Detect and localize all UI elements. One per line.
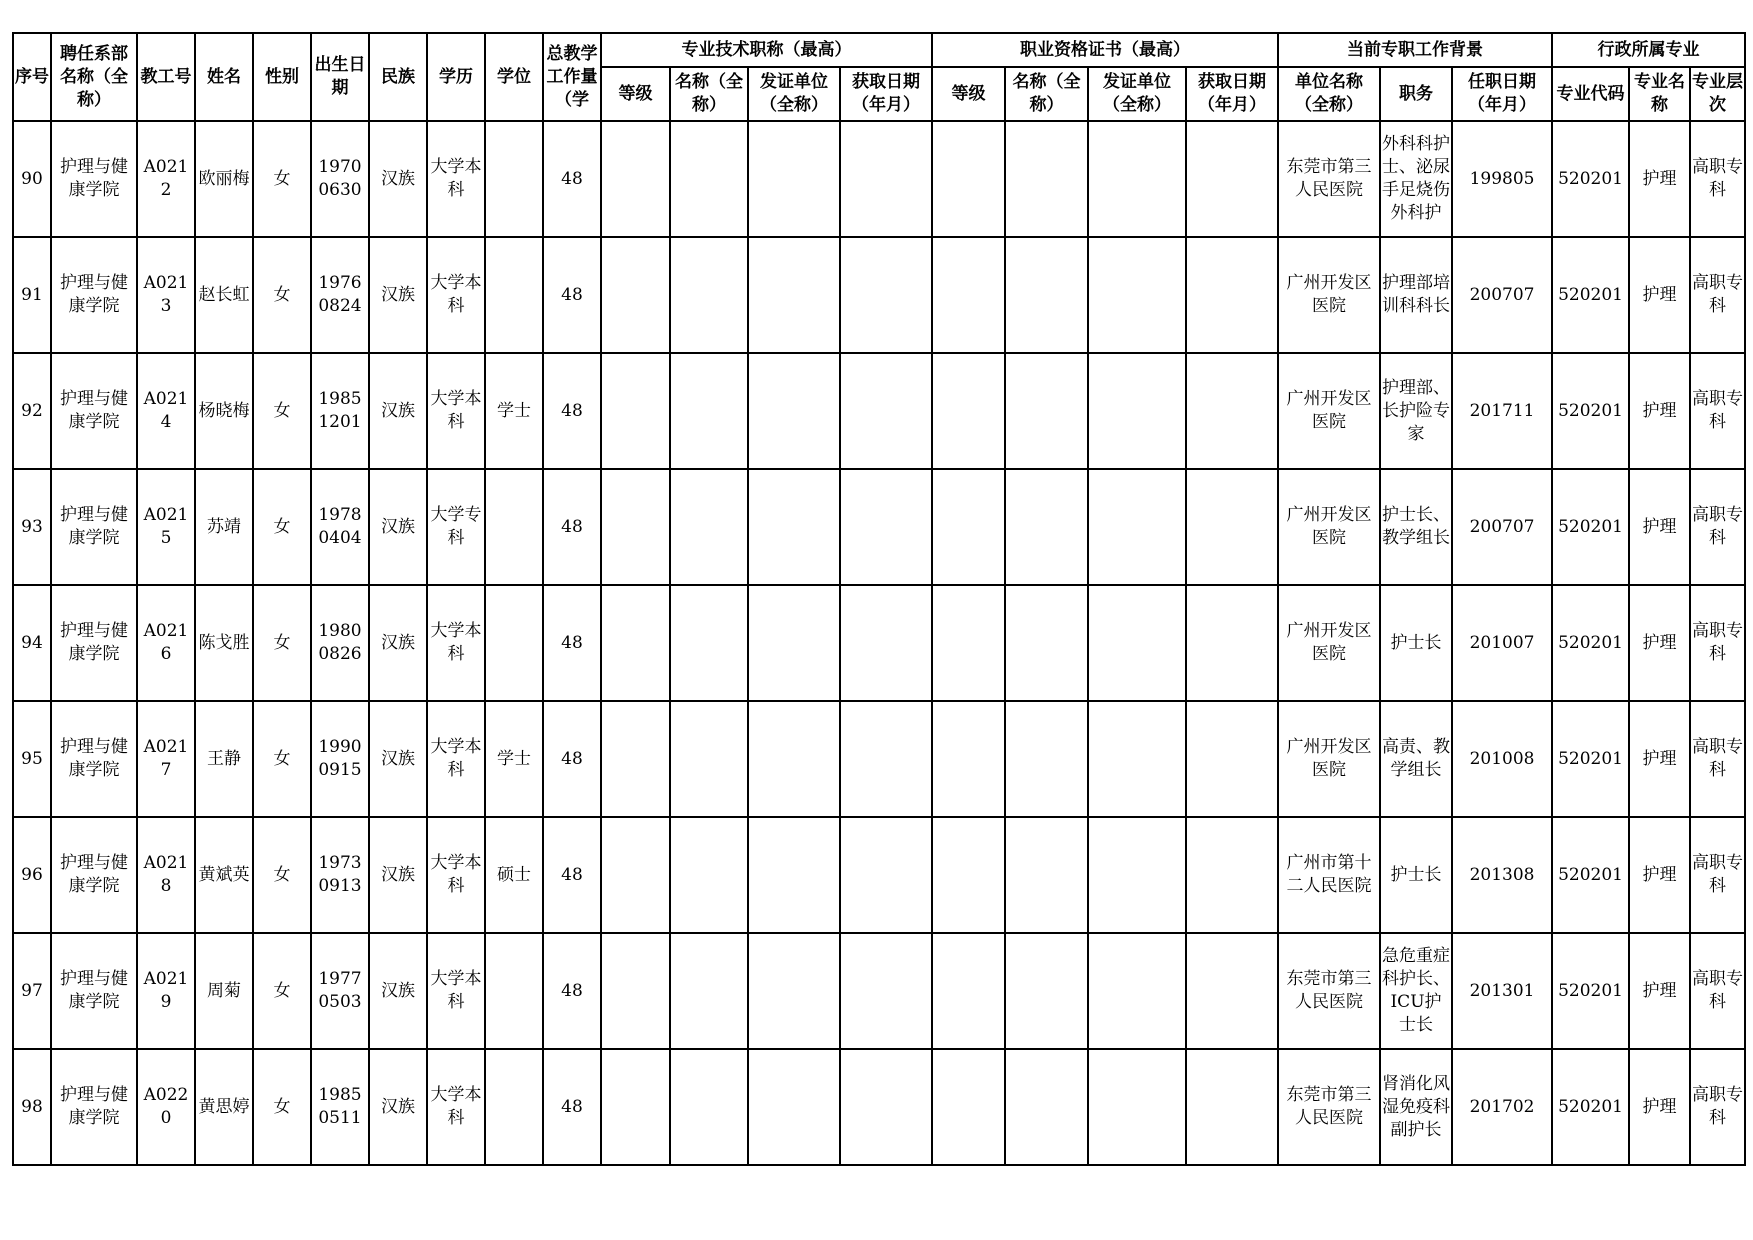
cell-education: 大学本科 — [427, 817, 485, 933]
cell-major-name: 护理 — [1629, 237, 1690, 353]
cell-cert-issuer — [1088, 121, 1186, 237]
cell-cert-level — [932, 585, 1005, 701]
cell-tech-date — [840, 1049, 932, 1165]
cell-tech-name — [670, 353, 748, 469]
cell-duty — [1380, 469, 1452, 585]
col-header-duty: 职务 — [1380, 67, 1452, 121]
cell-birth: 19760824 — [311, 237, 369, 353]
cell-duty-text: 护士长 — [1390, 864, 1442, 885]
cell-duty-text: 护理部、长护险专家 — [1382, 377, 1450, 444]
cell-tech-level — [601, 237, 670, 353]
cell-seq: 90 — [13, 121, 51, 237]
cell-tech-name — [670, 933, 748, 1049]
cell-dept: 护理与健康学院 — [51, 585, 137, 701]
cell-cert-level — [932, 121, 1005, 237]
cell-name: 杨晓梅 — [195, 353, 253, 469]
cell-major-name: 护理 — [1629, 1049, 1690, 1165]
cell-staff-id: A0218 — [137, 817, 195, 933]
table-row — [13, 121, 1745, 237]
cell-major-name: 护理 — [1629, 817, 1690, 933]
cell-tech-date — [840, 353, 932, 469]
cell-gender: 女 — [253, 585, 311, 701]
cell-ethnicity: 汉族 — [369, 1049, 427, 1165]
cell-duty — [1380, 585, 1452, 701]
group-header-major: 行政所属专业 — [1552, 33, 1745, 67]
cell-major-level: 高职专科 — [1690, 1049, 1745, 1165]
cell-cert-name — [1005, 1049, 1088, 1165]
cell-cert-date — [1186, 353, 1278, 469]
cell-birth: 19800826 — [311, 585, 369, 701]
cell-tech-issuer — [748, 469, 840, 585]
cell-tech-level — [601, 701, 670, 817]
table-row — [13, 933, 1745, 1049]
cell-degree — [485, 469, 543, 585]
cell-appoint-date: 200707 — [1452, 469, 1552, 585]
cell-education: 大学本科 — [427, 237, 485, 353]
cell-tech-issuer — [748, 817, 840, 933]
cell-major-level: 高职专科 — [1690, 121, 1745, 237]
cell-tech-level — [601, 1049, 670, 1165]
cell-unit: 东莞市第三人民医院 — [1278, 1049, 1380, 1165]
cell-workload: 48 — [543, 237, 601, 353]
cell-cert-issuer — [1088, 353, 1186, 469]
cell-appoint-date: 199805 — [1452, 121, 1552, 237]
group-header-job: 当前专职工作背景 — [1278, 33, 1552, 67]
col-header-name: 姓名 — [195, 33, 253, 121]
cell-major-code: 520201 — [1552, 353, 1629, 469]
cell-major-level: 高职专科 — [1690, 817, 1745, 933]
cell-cert-issuer — [1088, 1049, 1186, 1165]
col-header-birth: 出生日期 — [311, 33, 369, 121]
cell-tech-issuer — [748, 701, 840, 817]
cell-tech-name — [670, 585, 748, 701]
cell-degree — [485, 1049, 543, 1165]
cell-duty — [1380, 237, 1452, 353]
cell-birth: 19730913 — [311, 817, 369, 933]
cell-appoint-date: 201007 — [1452, 585, 1552, 701]
cell-cert-name — [1005, 933, 1088, 1049]
cell-birth: 19851201 — [311, 353, 369, 469]
cell-cert-issuer — [1088, 237, 1186, 353]
header-row-top — [13, 33, 1745, 67]
cell-dept: 护理与健康学院 — [51, 1049, 137, 1165]
cell-workload: 48 — [543, 701, 601, 817]
cell-duty-text: 高责、教学组长 — [1382, 737, 1450, 780]
cell-major-name: 护理 — [1629, 585, 1690, 701]
col-header-ethnicity: 民族 — [369, 33, 427, 121]
cell-cert-name — [1005, 701, 1088, 817]
cell-tech-issuer — [748, 353, 840, 469]
cell-gender: 女 — [253, 469, 311, 585]
cell-appoint-date: 201308 — [1452, 817, 1552, 933]
cell-duty — [1380, 701, 1452, 817]
cell-cert-level — [932, 237, 1005, 353]
cell-duty-text: 护士长、教学组长 — [1382, 505, 1450, 548]
cell-workload: 48 — [543, 1049, 601, 1165]
cell-tech-issuer — [748, 1049, 840, 1165]
cell-tech-name — [670, 121, 748, 237]
cell-seq: 96 — [13, 817, 51, 933]
col-header-tech-issuer: 发证单位（全称） — [748, 67, 840, 121]
cell-staff-id: A0217 — [137, 701, 195, 817]
col-header-cert-issuer: 发证单位（全称） — [1088, 67, 1186, 121]
col-header-major-name: 专业名称 — [1629, 67, 1690, 121]
cell-duty-text: 护士长 — [1390, 632, 1442, 653]
cell-major-code: 520201 — [1552, 121, 1629, 237]
cell-ethnicity: 汉族 — [369, 469, 427, 585]
cell-duty-text: 急危重症科护长、ICU护士长 — [1382, 946, 1450, 1035]
cell-cert-name — [1005, 237, 1088, 353]
cell-major-code: 520201 — [1552, 237, 1629, 353]
cell-tech-name — [670, 817, 748, 933]
cell-cert-name — [1005, 817, 1088, 933]
cell-duty — [1380, 933, 1452, 1049]
cell-cert-date — [1186, 933, 1278, 1049]
cell-dept: 护理与健康学院 — [51, 237, 137, 353]
col-header-staff-id: 教工号 — [137, 33, 195, 121]
cell-tech-level — [601, 121, 670, 237]
cell-major-name: 护理 — [1629, 469, 1690, 585]
cell-seq: 91 — [13, 237, 51, 353]
cell-workload: 48 — [543, 353, 601, 469]
cell-unit: 广州开发区医院 — [1278, 237, 1380, 353]
cell-dept: 护理与健康学院 — [51, 353, 137, 469]
table-row — [13, 817, 1745, 933]
cell-staff-id: A0214 — [137, 353, 195, 469]
cell-degree — [485, 585, 543, 701]
cell-major-name: 护理 — [1629, 933, 1690, 1049]
cell-ethnicity: 汉族 — [369, 933, 427, 1049]
cell-major-level: 高职专科 — [1690, 933, 1745, 1049]
cell-education: 大学专科 — [427, 469, 485, 585]
cell-major-level: 高职专科 — [1690, 701, 1745, 817]
cell-cert-date — [1186, 121, 1278, 237]
cell-tech-date — [840, 469, 932, 585]
col-header-major-code: 专业代码 — [1552, 67, 1629, 121]
cell-duty — [1380, 121, 1452, 237]
cell-tech-level — [601, 933, 670, 1049]
cell-degree: 学士 — [485, 701, 543, 817]
cell-tech-issuer — [748, 237, 840, 353]
cell-appoint-date: 201301 — [1452, 933, 1552, 1049]
cell-cert-issuer — [1088, 585, 1186, 701]
cell-dept: 护理与健康学院 — [51, 469, 137, 585]
cell-major-level: 高职专科 — [1690, 585, 1745, 701]
cell-name: 黄思婷 — [195, 1049, 253, 1165]
cell-workload: 48 — [543, 469, 601, 585]
cell-degree — [485, 121, 543, 237]
cell-dept: 护理与健康学院 — [51, 121, 137, 237]
cell-tech-name — [670, 237, 748, 353]
cell-staff-id: A0212 — [137, 121, 195, 237]
cell-cert-date — [1186, 237, 1278, 353]
cell-ethnicity: 汉族 — [369, 121, 427, 237]
cell-major-code: 520201 — [1552, 933, 1629, 1049]
cell-degree: 学士 — [485, 353, 543, 469]
cell-tech-issuer — [748, 933, 840, 1049]
col-header-tech-date: 获取日期（年月） — [840, 67, 932, 121]
col-header-workload — [543, 33, 601, 121]
cell-seq: 98 — [13, 1049, 51, 1165]
cell-cert-name — [1005, 469, 1088, 585]
cell-staff-id: A0220 — [137, 1049, 195, 1165]
table-row — [13, 237, 1745, 353]
cell-seq: 97 — [13, 933, 51, 1049]
cell-tech-name — [670, 701, 748, 817]
cell-appoint-date: 201711 — [1452, 353, 1552, 469]
cell-dept: 护理与健康学院 — [51, 701, 137, 817]
cell-workload: 48 — [543, 933, 601, 1049]
cell-tech-date — [840, 237, 932, 353]
cell-ethnicity: 汉族 — [369, 701, 427, 817]
cell-birth: 19770503 — [311, 933, 369, 1049]
cell-tech-level — [601, 585, 670, 701]
group-header-cert: 职业资格证书（最高） — [932, 33, 1278, 67]
cell-major-name: 护理 — [1629, 353, 1690, 469]
cell-cert-level — [932, 933, 1005, 1049]
cell-gender: 女 — [253, 353, 311, 469]
cell-duty-text: 肾消化风湿免疫科副护长 — [1382, 1073, 1450, 1140]
cell-duty — [1380, 353, 1452, 469]
cell-cert-date — [1186, 469, 1278, 585]
col-header-seq: 序号 — [13, 33, 51, 121]
cell-cert-name — [1005, 353, 1088, 469]
cell-appoint-date: 201702 — [1452, 1049, 1552, 1165]
cell-ethnicity: 汉族 — [369, 585, 427, 701]
cell-name: 王静 — [195, 701, 253, 817]
cell-tech-level — [601, 469, 670, 585]
cell-tech-issuer — [748, 585, 840, 701]
cell-name: 陈戈胜 — [195, 585, 253, 701]
table-row — [13, 585, 1745, 701]
cell-cert-level — [932, 701, 1005, 817]
cell-duty — [1380, 1049, 1452, 1165]
cell-degree: 硕士 — [485, 817, 543, 933]
cell-appoint-date: 200707 — [1452, 237, 1552, 353]
cell-cert-date — [1186, 701, 1278, 817]
cell-education: 大学本科 — [427, 585, 485, 701]
cell-staff-id: A0216 — [137, 585, 195, 701]
col-header-gender: 性别 — [253, 33, 311, 121]
cell-name: 欧丽梅 — [195, 121, 253, 237]
cell-education: 大学本科 — [427, 353, 485, 469]
cell-gender: 女 — [253, 1049, 311, 1165]
col-header-tech-level: 等级 — [601, 67, 670, 121]
cell-cert-issuer — [1088, 933, 1186, 1049]
col-header-cert-level: 等级 — [932, 67, 1005, 121]
cell-tech-date — [840, 585, 932, 701]
cell-tech-name — [670, 1049, 748, 1165]
cell-unit: 广州开发区医院 — [1278, 585, 1380, 701]
cell-tech-date — [840, 701, 932, 817]
cell-degree — [485, 237, 543, 353]
cell-unit: 东莞市第三人民医院 — [1278, 121, 1380, 237]
cell-duty-text: 护理部培训科科长 — [1382, 273, 1450, 316]
cell-major-level: 高职专科 — [1690, 469, 1745, 585]
cell-seq: 95 — [13, 701, 51, 817]
table-row — [13, 353, 1745, 469]
table-row — [13, 1049, 1745, 1165]
cell-gender: 女 — [253, 933, 311, 1049]
cell-name: 黄斌英 — [195, 817, 253, 933]
cell-tech-issuer — [748, 121, 840, 237]
cell-gender: 女 — [253, 701, 311, 817]
cell-tech-date — [840, 121, 932, 237]
cell-tech-date — [840, 933, 932, 1049]
table-row — [13, 469, 1745, 585]
cell-education: 大学本科 — [427, 701, 485, 817]
cell-education: 大学本科 — [427, 1049, 485, 1165]
cell-gender: 女 — [253, 817, 311, 933]
cell-workload: 48 — [543, 121, 601, 237]
cell-staff-id: A0215 — [137, 469, 195, 585]
cell-major-code: 520201 — [1552, 469, 1629, 585]
cell-seq: 92 — [13, 353, 51, 469]
cell-staff-id: A0213 — [137, 237, 195, 353]
cell-cert-level — [932, 469, 1005, 585]
cell-workload: 48 — [543, 585, 601, 701]
cell-birth: 19780404 — [311, 469, 369, 585]
cell-major-name: 护理 — [1629, 701, 1690, 817]
cell-cert-name — [1005, 585, 1088, 701]
cell-unit: 广州市第十二人民医院 — [1278, 817, 1380, 933]
cell-unit: 广州开发区医院 — [1278, 469, 1380, 585]
cell-tech-name — [670, 469, 748, 585]
col-header-tech-name: 名称（全称） — [670, 67, 748, 121]
cell-dept: 护理与健康学院 — [51, 933, 137, 1049]
col-header-workload-text: 总教学工作量（学 — [546, 43, 598, 110]
col-header-unit: 单位名称（全称） — [1278, 67, 1380, 121]
cell-duty — [1380, 817, 1452, 933]
cell-major-code: 520201 — [1552, 1049, 1629, 1165]
cell-ethnicity: 汉族 — [369, 817, 427, 933]
cell-unit: 广州开发区医院 — [1278, 353, 1380, 469]
group-header-tech-title: 专业技术职称（最高） — [601, 33, 932, 67]
col-header-dept: 聘任系部名称（全称） — [51, 33, 137, 121]
cell-cert-issuer — [1088, 469, 1186, 585]
cell-major-code: 520201 — [1552, 817, 1629, 933]
cell-seq: 93 — [13, 469, 51, 585]
table-row — [13, 701, 1745, 817]
cell-dept: 护理与健康学院 — [51, 817, 137, 933]
cell-cert-date — [1186, 585, 1278, 701]
cell-major-name: 护理 — [1629, 121, 1690, 237]
cell-gender: 女 — [253, 121, 311, 237]
cell-cert-issuer — [1088, 701, 1186, 817]
cell-ethnicity: 汉族 — [369, 353, 427, 469]
cell-major-code: 520201 — [1552, 701, 1629, 817]
cell-duty-text: 外科科护士、泌尿手足烧伤外科护 — [1382, 134, 1450, 223]
cell-appoint-date: 201008 — [1452, 701, 1552, 817]
cell-tech-level — [601, 353, 670, 469]
cell-name: 苏靖 — [195, 469, 253, 585]
cell-ethnicity: 汉族 — [369, 237, 427, 353]
col-header-cert-date: 获取日期（年月） — [1186, 67, 1278, 121]
cell-workload: 48 — [543, 817, 601, 933]
cell-birth: 19850511 — [311, 1049, 369, 1165]
cell-education: 大学本科 — [427, 933, 485, 1049]
cell-cert-level — [932, 1049, 1005, 1165]
cell-cert-level — [932, 817, 1005, 933]
cell-cert-date — [1186, 1049, 1278, 1165]
col-header-appoint-date: 任职日期（年月） — [1452, 67, 1552, 121]
cell-degree — [485, 933, 543, 1049]
col-header-degree: 学位 — [485, 33, 543, 121]
cell-tech-date — [840, 817, 932, 933]
cell-cert-date — [1186, 817, 1278, 933]
cell-birth: 19900915 — [311, 701, 369, 817]
staff-roster-sheet — [12, 32, 1744, 1166]
cell-cert-level — [932, 353, 1005, 469]
cell-cert-issuer — [1088, 817, 1186, 933]
col-header-major-level: 专业层次 — [1690, 67, 1745, 121]
cell-unit: 东莞市第三人民医院 — [1278, 933, 1380, 1049]
cell-major-level: 高职专科 — [1690, 353, 1745, 469]
col-header-cert-name: 名称（全称） — [1005, 67, 1088, 121]
cell-major-level: 高职专科 — [1690, 237, 1745, 353]
col-header-education: 学历 — [427, 33, 485, 121]
cell-birth: 19700630 — [311, 121, 369, 237]
cell-tech-level — [601, 817, 670, 933]
cell-staff-id: A0219 — [137, 933, 195, 1049]
cell-name: 赵长虹 — [195, 237, 253, 353]
cell-cert-name — [1005, 121, 1088, 237]
cell-unit: 广州开发区医院 — [1278, 701, 1380, 817]
cell-major-code: 520201 — [1552, 585, 1629, 701]
cell-education: 大学本科 — [427, 121, 485, 237]
cell-seq: 94 — [13, 585, 51, 701]
cell-gender: 女 — [253, 237, 311, 353]
staff-roster-table — [12, 32, 1746, 1166]
cell-name: 周菊 — [195, 933, 253, 1049]
